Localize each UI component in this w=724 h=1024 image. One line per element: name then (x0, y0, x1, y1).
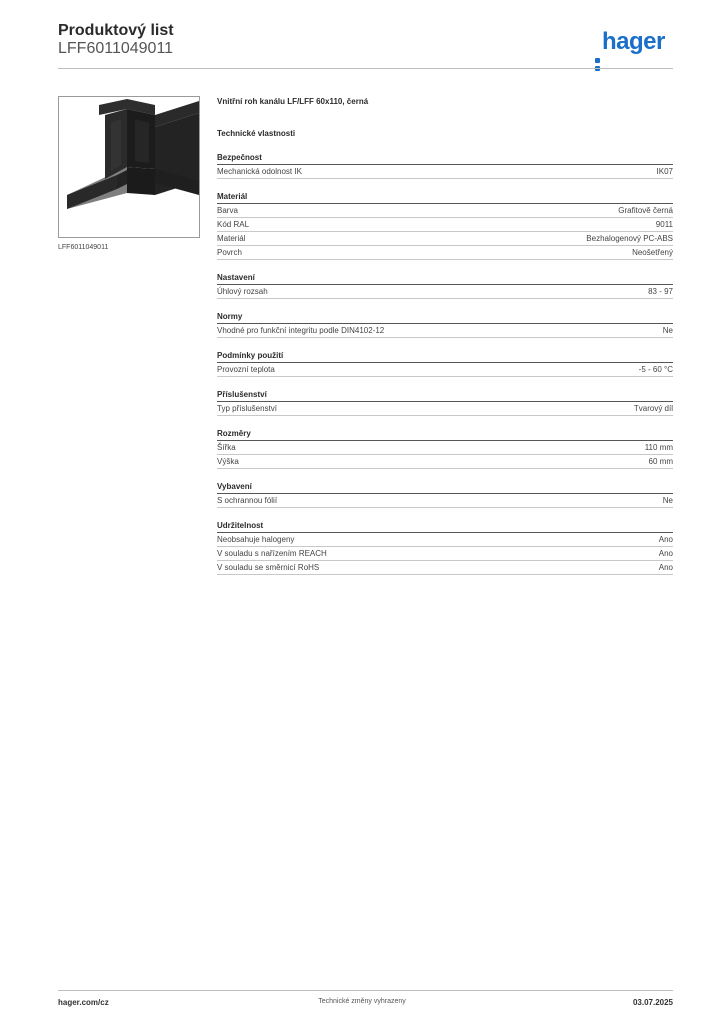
spec-row (217, 494, 673, 508)
image-caption: LFF6011049011 (58, 244, 109, 251)
spec-row (217, 547, 673, 561)
spec-section (217, 428, 673, 469)
spec-row (217, 455, 673, 469)
logo-text: hager (602, 28, 665, 55)
tech-properties-title: Technické vlastnosti (217, 129, 296, 138)
spec-row (217, 324, 673, 338)
spec-row (217, 246, 673, 260)
spec-section (217, 520, 673, 575)
section-title: Příslušenství (217, 389, 673, 402)
spec-value: Bezhalogenový PC-ABS (586, 234, 673, 243)
section-title: Vybavení (217, 481, 673, 494)
spec-section (217, 272, 673, 299)
spec-label: Provozní teplota (217, 365, 275, 374)
spec-label: Typ příslušenství (217, 404, 278, 413)
spec-value: -5 - 60 °C (638, 365, 673, 374)
spec-value: Ano (658, 563, 673, 572)
spec-row (217, 402, 673, 416)
section-title: Nastavení (217, 272, 673, 285)
section-title: Bezpečnost (217, 152, 673, 165)
footer-divider (58, 990, 673, 991)
spec-label: Materiál (217, 234, 246, 243)
spec-value: 9011 (655, 220, 673, 229)
spec-panel (217, 96, 673, 575)
header-divider (58, 68, 673, 69)
spec-value: Grafitově černá (618, 206, 673, 215)
spec-label: Vhodné pro funkční integritu podle DIN4102-12 (217, 326, 385, 335)
spec-section (217, 481, 673, 508)
spec-value: Ano (658, 549, 673, 558)
footer-date: 03.07.2025 (632, 998, 673, 1007)
section-title: Udržitelnost (217, 520, 673, 533)
section-title: Rozměry (217, 428, 673, 441)
spec-label: Výška (217, 457, 239, 466)
spec-value: 60 mm (648, 457, 673, 466)
product-code: LFF6011049011 (58, 40, 174, 57)
spec-value: Ne (662, 326, 673, 335)
spec-value: 83 - 97 (648, 287, 673, 296)
hager-logo (594, 28, 674, 58)
spec-value: 110 mm (644, 443, 673, 452)
spec-label: Úhlový rozsah (217, 287, 268, 296)
spec-section (217, 152, 673, 179)
section-title: Materiál (217, 191, 673, 204)
spec-value: Ne (662, 496, 673, 505)
spec-value: Neošetřený (632, 248, 673, 257)
spec-label: Povrch (217, 248, 242, 257)
product-image (58, 96, 200, 238)
spec-section (217, 191, 673, 260)
footer-website[interactable]: hager.com/cz (58, 998, 109, 1007)
section-title: Podmínky použití (217, 350, 673, 363)
spec-sections (217, 152, 673, 575)
spec-label: Mechanická odolnost IK (217, 167, 302, 176)
spec-row (217, 232, 673, 246)
spec-value: Ano (658, 535, 673, 544)
spec-row (217, 204, 673, 218)
spec-row (217, 561, 673, 575)
spec-row (217, 363, 673, 377)
page-title: Produktový list (58, 22, 174, 39)
spec-label: Neobsahuje halogeny (217, 535, 295, 544)
spec-label: V souladu se směrnicí RoHS (217, 563, 320, 572)
spec-row (217, 218, 673, 232)
spec-value: Tvarový díl (633, 404, 673, 413)
spec-row (217, 441, 673, 455)
spec-section (217, 350, 673, 377)
spec-label: Barva (217, 206, 238, 215)
spec-row (217, 165, 673, 179)
spec-label: Šířka (217, 443, 236, 452)
spec-section (217, 311, 673, 338)
spec-label: S ochrannou fólií (217, 496, 278, 505)
spec-label: V souladu s nařízením REACH (217, 549, 327, 558)
spec-label: Kód RAL (217, 220, 250, 229)
spec-row (217, 533, 673, 547)
product-name: Vnitřní roh kanálu LF/LFF 60x110, černá (217, 97, 369, 106)
footer-notice: Technické změny vyhrazeny (318, 998, 406, 1005)
corner-duct-icon (59, 97, 199, 237)
spec-value: IK07 (656, 167, 673, 176)
spec-section (217, 389, 673, 416)
section-title: Normy (217, 311, 673, 324)
spec-row (217, 285, 673, 299)
